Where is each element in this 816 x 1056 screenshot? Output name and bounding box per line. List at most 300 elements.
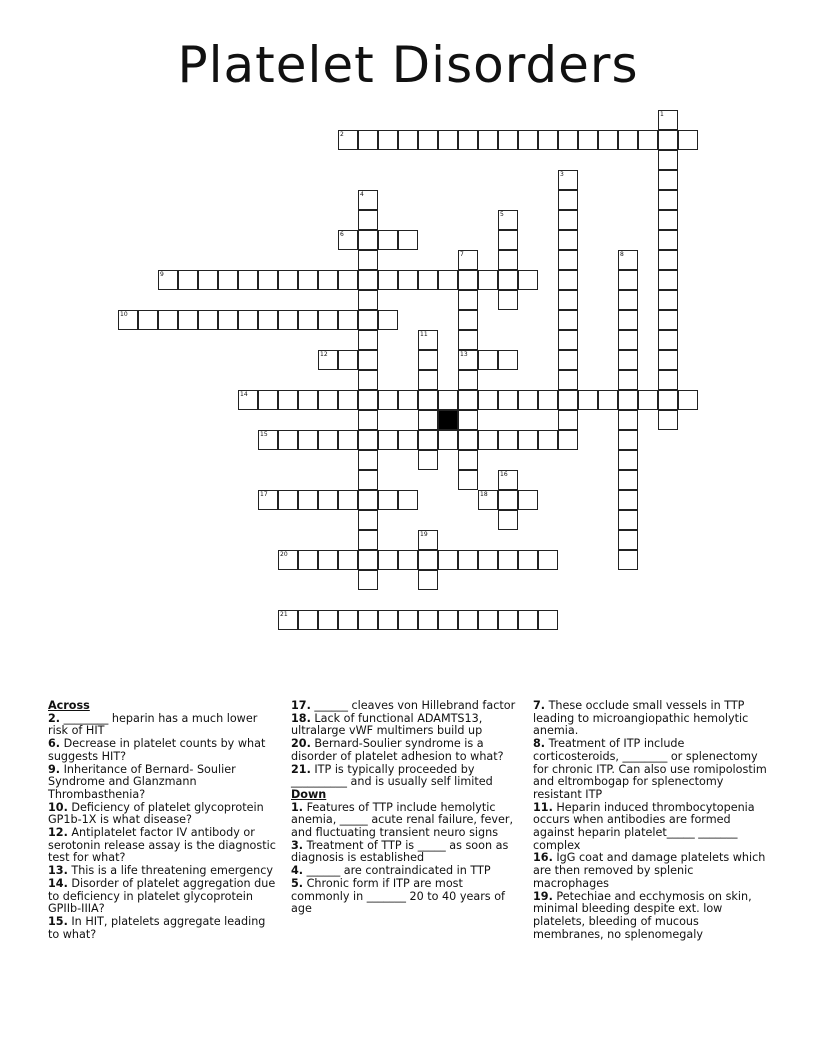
clue-number: 3 xyxy=(560,171,564,178)
grid-cell[interactable] xyxy=(318,310,338,330)
grid-cell[interactable] xyxy=(358,310,378,330)
clue-number: 5 xyxy=(500,211,504,218)
grid-cell[interactable] xyxy=(398,230,418,250)
clue-text: Inheritance of Bernard- Soulier Syndrome and Glanzmann Thrombasthenia? xyxy=(48,762,236,801)
grid-cell[interactable] xyxy=(538,430,558,450)
clue-text: In HIT, platelets aggregate leading to what? xyxy=(48,914,266,941)
grid-cell[interactable] xyxy=(498,610,518,630)
grid-cell[interactable] xyxy=(478,610,498,630)
clue-text: Antiplatelet factor IV antibody or serotonin release assay is the diagnostic test for what? xyxy=(48,826,276,865)
grid-cell[interactable] xyxy=(158,270,178,290)
clue-text: Deficiency of platelet glycoprotein GP1b-1X is what disease? xyxy=(48,800,264,827)
grid-black-cell xyxy=(438,410,458,430)
grid-cell[interactable] xyxy=(658,170,678,190)
clue-number: 8. xyxy=(533,737,546,751)
grid-cell[interactable] xyxy=(278,490,298,510)
grid-cell[interactable] xyxy=(498,390,518,410)
grid-cell[interactable] xyxy=(658,330,678,350)
grid-cell[interactable] xyxy=(278,270,298,290)
grid-cell[interactable] xyxy=(198,270,218,290)
grid-cell[interactable] xyxy=(518,130,538,150)
clue-number: 7. xyxy=(533,699,546,712)
grid-cell[interactable] xyxy=(558,170,578,190)
grid-cell[interactable] xyxy=(338,350,358,370)
grid-cell[interactable] xyxy=(618,550,638,570)
grid-cell[interactable] xyxy=(558,270,578,290)
clue xyxy=(291,738,523,763)
clue-number: 13. xyxy=(48,864,68,878)
grid-cell[interactable] xyxy=(558,430,578,450)
grid-cell[interactable] xyxy=(358,490,378,510)
clue-text: Heparin induced thrombocytopenia occurs when antibodies are formed against heparin platelet_____ _______ complex xyxy=(533,800,755,852)
grid-cell[interactable] xyxy=(618,490,638,510)
grid-cell[interactable] xyxy=(378,270,398,290)
grid-cell[interactable] xyxy=(438,270,458,290)
grid-cell[interactable] xyxy=(458,290,478,310)
grid-cell[interactable] xyxy=(618,530,638,550)
clue-number: 4 xyxy=(360,191,364,198)
grid-cell[interactable] xyxy=(378,490,398,510)
grid-cell[interactable] xyxy=(358,270,378,290)
grid-cell[interactable] xyxy=(358,370,378,390)
grid-cell[interactable] xyxy=(378,390,398,410)
grid-cell[interactable] xyxy=(618,470,638,490)
clue-text: Chronic form if ITP are most commonly in _______ 20 to 40 years of age xyxy=(291,876,505,916)
grid-cell[interactable] xyxy=(618,130,638,150)
grid-cell[interactable] xyxy=(658,190,678,210)
grid-cell[interactable] xyxy=(558,250,578,270)
grid-cell[interactable] xyxy=(558,130,578,150)
grid-cell[interactable] xyxy=(658,390,678,410)
grid-cell[interactable] xyxy=(418,530,438,550)
grid-cell[interactable] xyxy=(458,330,478,350)
grid-cell[interactable] xyxy=(658,290,678,310)
clue-text: Treatment of TTP is _____ as soon as diagnosis is established xyxy=(291,838,509,865)
clue-number: 6. xyxy=(48,737,61,751)
grid-cell[interactable] xyxy=(658,370,678,390)
grid-cell[interactable] xyxy=(338,270,358,290)
grid-cell[interactable] xyxy=(618,350,638,370)
clue-text: IgG coat and damage platelets which are then removed by splenic macrophages xyxy=(533,851,766,890)
grid-cell[interactable] xyxy=(358,470,378,490)
clue xyxy=(533,738,771,802)
clue xyxy=(291,802,523,840)
grid-cell[interactable] xyxy=(358,430,378,450)
clue-number: 18 xyxy=(480,491,488,498)
grid-cell[interactable] xyxy=(418,450,438,470)
grid-cell[interactable] xyxy=(338,430,358,450)
grid-cell[interactable] xyxy=(458,430,478,450)
clue-number: 6 xyxy=(340,231,344,238)
grid-cell[interactable] xyxy=(418,550,438,570)
grid-cell[interactable] xyxy=(678,390,698,410)
grid-cell[interactable] xyxy=(438,610,458,630)
grid-cell[interactable] xyxy=(618,410,638,430)
grid-cell[interactable] xyxy=(498,430,518,450)
grid-cell[interactable] xyxy=(518,430,538,450)
clue-number: 2. xyxy=(48,711,61,725)
grid-cell[interactable] xyxy=(398,270,418,290)
grid-cell[interactable] xyxy=(298,390,318,410)
clue-text: These occlude small vessels in TTP leading to microangiopathic hemolytic anemia. xyxy=(533,699,749,738)
grid-cell[interactable] xyxy=(138,310,158,330)
clue-number: 15. xyxy=(48,914,68,928)
grid-cell[interactable] xyxy=(458,250,478,270)
grid-cell[interactable] xyxy=(358,610,378,630)
grid-cell[interactable] xyxy=(358,410,378,430)
clue-number: 12 xyxy=(320,351,328,358)
grid-cell[interactable] xyxy=(238,310,258,330)
grid-cell[interactable] xyxy=(278,390,298,410)
grid-cell[interactable] xyxy=(358,250,378,270)
clue-number: 1 xyxy=(660,111,664,118)
grid-cell[interactable] xyxy=(518,490,538,510)
grid-cell[interactable] xyxy=(658,210,678,230)
clue-number: 11. xyxy=(533,800,553,814)
grid-cell[interactable] xyxy=(358,190,378,210)
grid-cell[interactable] xyxy=(638,130,658,150)
grid-cell[interactable] xyxy=(438,390,458,410)
grid-cell[interactable] xyxy=(318,430,338,450)
grid-cell[interactable] xyxy=(458,410,478,430)
clue-text: Lack of functional ADAMTS13, ultralarge vWF multimers build up xyxy=(291,711,483,738)
grid-cell[interactable] xyxy=(438,430,458,450)
grid-cell[interactable] xyxy=(518,610,538,630)
grid-cell[interactable] xyxy=(198,310,218,330)
grid-cell[interactable] xyxy=(658,350,678,370)
grid-cell[interactable] xyxy=(218,310,238,330)
clue xyxy=(291,764,523,789)
clue xyxy=(533,852,771,890)
grid-cell[interactable] xyxy=(358,330,378,350)
grid-cell[interactable] xyxy=(358,510,378,530)
grid-cell[interactable] xyxy=(518,390,538,410)
grid-cell[interactable] xyxy=(298,490,318,510)
clue-number: 10 xyxy=(120,311,128,318)
clue xyxy=(48,738,280,763)
clue-number: 17 xyxy=(260,491,268,498)
grid-cell[interactable] xyxy=(518,550,538,570)
clue-text: Decrease in platelet counts by what suggests HIT? xyxy=(48,737,266,763)
clue-number: 19 xyxy=(420,531,428,538)
grid-cell[interactable] xyxy=(478,130,498,150)
grid-cell[interactable] xyxy=(558,370,578,390)
grid-cell[interactable] xyxy=(378,230,398,250)
grid-cell[interactable] xyxy=(318,350,338,370)
grid-cell[interactable] xyxy=(598,390,618,410)
grid-cell[interactable] xyxy=(358,350,378,370)
clue-text: ________ heparin has a much lower risk of HIT xyxy=(48,711,258,738)
grid-cell[interactable] xyxy=(618,430,638,450)
grid-cell[interactable] xyxy=(658,130,678,150)
grid-cell[interactable] xyxy=(158,310,178,330)
grid-cell[interactable] xyxy=(558,330,578,350)
clues-column-1 xyxy=(48,700,280,941)
clue-number: 12. xyxy=(48,826,68,840)
grid-cell[interactable] xyxy=(298,610,318,630)
grid-cell[interactable] xyxy=(418,610,438,630)
grid-cell[interactable] xyxy=(398,490,418,510)
grid-cell[interactable] xyxy=(358,230,378,250)
down-clue-list xyxy=(291,802,523,916)
grid-cell[interactable] xyxy=(358,130,378,150)
grid-cell[interactable] xyxy=(578,390,598,410)
grid-cell[interactable] xyxy=(338,610,358,630)
clue-text: Treatment of ITP include corticosteroids, ________ or splenectomy for chronic ITP. Can also use romipolostim and eltrombogap for splenectomy resistant ITP xyxy=(533,737,767,801)
clue-text: Features of TTP include hemolytic anemia, _____ acute renal failure, fever, and fluctuating transient neuro signs xyxy=(291,800,514,840)
clue-number: 19. xyxy=(533,889,553,903)
clue xyxy=(48,764,280,802)
grid-cell[interactable] xyxy=(618,250,638,270)
puzzle-title: Platelet Disorders xyxy=(177,36,639,94)
grid-cell[interactable] xyxy=(498,510,518,530)
grid-cell[interactable] xyxy=(558,290,578,310)
grid-cell[interactable] xyxy=(618,450,638,470)
clue-number: 10. xyxy=(48,800,68,814)
grid-cell[interactable] xyxy=(478,550,498,570)
grid-cell[interactable] xyxy=(498,210,518,230)
clue-number: 16 xyxy=(500,471,508,478)
grid-cell[interactable] xyxy=(418,390,438,410)
grid-cell[interactable] xyxy=(618,270,638,290)
clue-text: ITP is typically proceeded by __________ and is usually self limited xyxy=(291,762,493,789)
grid-cell[interactable] xyxy=(278,550,298,570)
grid-cell[interactable] xyxy=(458,350,478,370)
grid-cell[interactable] xyxy=(238,390,258,410)
grid-cell[interactable] xyxy=(398,550,418,570)
across-clue-list xyxy=(48,713,280,942)
clue-number: 16. xyxy=(533,851,553,865)
clue-number: 7 xyxy=(460,251,464,258)
clue-text: ______ cleaves von Hillebrand factor xyxy=(310,699,516,712)
grid-cell[interactable] xyxy=(378,310,398,330)
grid-cell[interactable] xyxy=(318,490,338,510)
grid-cell[interactable] xyxy=(258,390,278,410)
clue xyxy=(48,802,280,827)
clue xyxy=(48,916,280,941)
grid-cell[interactable] xyxy=(358,450,378,470)
clue-number: 18. xyxy=(291,711,311,725)
grid-cell[interactable] xyxy=(398,390,418,410)
grid-cell[interactable] xyxy=(538,610,558,630)
grid-cell[interactable] xyxy=(418,350,438,370)
grid-cell[interactable] xyxy=(338,130,358,150)
grid-cell[interactable] xyxy=(658,230,678,250)
clue-number: 20 xyxy=(280,551,288,558)
grid-cell[interactable] xyxy=(418,410,438,430)
grid-cell[interactable] xyxy=(558,390,578,410)
grid-cell[interactable] xyxy=(258,270,278,290)
grid-cell[interactable] xyxy=(498,470,518,490)
grid-cell[interactable] xyxy=(538,390,558,410)
grid-cell[interactable] xyxy=(558,310,578,330)
grid-cell[interactable] xyxy=(618,330,638,350)
grid-cell[interactable] xyxy=(358,550,378,570)
clue-number: 3. xyxy=(291,838,304,852)
clue-number: 14 xyxy=(240,391,248,398)
grid-cell[interactable] xyxy=(458,610,478,630)
grid-cell[interactable] xyxy=(438,130,458,150)
grid-cell[interactable] xyxy=(558,230,578,250)
across-heading: Across xyxy=(48,699,90,712)
grid-cell[interactable] xyxy=(178,310,198,330)
across-clue-list-continued xyxy=(291,700,523,789)
grid-cell[interactable] xyxy=(338,230,358,250)
clue-number: 1. xyxy=(291,800,304,814)
grid-cell[interactable] xyxy=(278,310,298,330)
grid-cell[interactable] xyxy=(378,430,398,450)
grid-cell[interactable] xyxy=(498,550,518,570)
down-heading: Down xyxy=(291,787,327,801)
grid-cell[interactable] xyxy=(418,430,438,450)
grid-cell[interactable] xyxy=(498,290,518,310)
grid-cell[interactable] xyxy=(258,430,278,450)
clue xyxy=(533,891,771,942)
grid-cell[interactable] xyxy=(318,610,338,630)
clue xyxy=(48,827,280,865)
grid-cell[interactable] xyxy=(538,130,558,150)
grid-cell[interactable] xyxy=(658,270,678,290)
clue-number: 5. xyxy=(291,876,304,890)
clue-number: 17. xyxy=(291,699,311,712)
grid-cell[interactable] xyxy=(398,610,418,630)
clue xyxy=(48,878,280,916)
grid-cell[interactable] xyxy=(478,490,498,510)
clue xyxy=(291,878,523,916)
grid-cell[interactable] xyxy=(458,470,478,490)
grid-cell[interactable] xyxy=(498,490,518,510)
grid-cell[interactable] xyxy=(458,130,478,150)
grid-cell[interactable] xyxy=(478,350,498,370)
clue xyxy=(533,802,771,853)
grid-cell[interactable] xyxy=(338,390,358,410)
grid-cell[interactable] xyxy=(638,390,658,410)
grid-cell[interactable] xyxy=(498,250,518,270)
down-clue-list-continued xyxy=(533,700,771,941)
grid-cell[interactable] xyxy=(658,250,678,270)
grid-cell[interactable] xyxy=(458,390,478,410)
grid-cell[interactable] xyxy=(418,270,438,290)
clue-text: Bernard-Soulier syndrome is a disorder of platelet adhesion to what? xyxy=(291,737,504,763)
grid-cell[interactable] xyxy=(498,270,518,290)
grid-cell[interactable] xyxy=(458,370,478,390)
grid-cell[interactable] xyxy=(558,350,578,370)
grid-cell[interactable] xyxy=(338,310,358,330)
grid-cell[interactable] xyxy=(258,310,278,330)
grid-cell[interactable] xyxy=(458,270,478,290)
grid-cell[interactable] xyxy=(618,370,638,390)
grid-cell[interactable] xyxy=(418,330,438,350)
clue-text: Petechiae and ecchymosis on skin, minimal bleeding despite ext. low platelets, bleeding of mucous membranes, no splenomegaly xyxy=(533,889,752,941)
grid-cell[interactable] xyxy=(458,550,478,570)
grid-cell[interactable] xyxy=(278,610,298,630)
grid-cell[interactable] xyxy=(618,390,638,410)
grid-cell[interactable] xyxy=(118,310,138,330)
grid-cell[interactable] xyxy=(418,130,438,150)
clue xyxy=(291,840,523,865)
clue-text: Disorder of platelet aggregation due to deficiency in platelet glycoprotein GPIIb-IIIA? xyxy=(48,876,276,916)
grid-cell[interactable] xyxy=(618,310,638,330)
grid-cell[interactable] xyxy=(378,550,398,570)
clue-number: 11 xyxy=(420,331,428,338)
grid-cell[interactable] xyxy=(378,610,398,630)
grid-cell[interactable] xyxy=(358,570,378,590)
grid-cell[interactable] xyxy=(618,510,638,530)
grid-cell[interactable] xyxy=(258,490,278,510)
grid-cell[interactable] xyxy=(598,130,618,150)
grid-cell[interactable] xyxy=(298,310,318,330)
grid-cell[interactable] xyxy=(658,110,678,130)
grid-cell[interactable] xyxy=(478,270,498,290)
grid-cell[interactable] xyxy=(478,390,498,410)
clues-column-2 xyxy=(291,700,523,916)
grid-cell[interactable] xyxy=(658,310,678,330)
grid-cell[interactable] xyxy=(318,270,338,290)
grid-cell[interactable] xyxy=(318,550,338,570)
clue xyxy=(533,700,771,738)
grid-cell[interactable] xyxy=(438,550,458,570)
grid-cell[interactable] xyxy=(498,130,518,150)
clue-text: This is a life threatening emergency xyxy=(67,864,273,878)
grid-cell[interactable] xyxy=(618,290,638,310)
grid-cell[interactable] xyxy=(338,490,358,510)
grid-cell[interactable] xyxy=(178,270,198,290)
grid-cell[interactable] xyxy=(298,270,318,290)
grid-cell[interactable] xyxy=(478,430,498,450)
grid-cell[interactable] xyxy=(298,430,318,450)
grid-cell[interactable] xyxy=(238,270,258,290)
clue-text: ______ are contraindicated in TTP xyxy=(303,864,491,878)
grid-cell[interactable] xyxy=(378,130,398,150)
grid-cell[interactable] xyxy=(678,130,698,150)
grid-cell[interactable] xyxy=(538,550,558,570)
grid-cell[interactable] xyxy=(558,190,578,210)
grid-cell[interactable] xyxy=(318,390,338,410)
grid-cell[interactable] xyxy=(498,230,518,250)
grid-cell[interactable] xyxy=(458,450,478,470)
grid-cell[interactable] xyxy=(358,390,378,410)
grid-cell[interactable] xyxy=(298,550,318,570)
grid-cell[interactable] xyxy=(518,270,538,290)
clue-number: 8 xyxy=(620,251,624,258)
clue-number: 15 xyxy=(260,431,268,438)
grid-cell[interactable] xyxy=(458,310,478,330)
clue xyxy=(291,713,523,738)
clue-number: 2 xyxy=(340,131,344,138)
grid-cell[interactable] xyxy=(558,410,578,430)
clue-number: 4. xyxy=(291,864,304,878)
grid-cell[interactable] xyxy=(278,430,298,450)
grid-cell[interactable] xyxy=(398,430,418,450)
grid-cell[interactable] xyxy=(218,270,238,290)
grid-cell[interactable] xyxy=(498,350,518,370)
grid-cell[interactable] xyxy=(398,130,418,150)
grid-cell[interactable] xyxy=(358,530,378,550)
grid-cell[interactable] xyxy=(558,210,578,230)
grid-cell[interactable] xyxy=(358,290,378,310)
clue-number: 14. xyxy=(48,876,68,890)
clue xyxy=(48,713,280,738)
grid-cell[interactable] xyxy=(418,570,438,590)
grid-cell[interactable] xyxy=(658,410,678,430)
grid-cell[interactable] xyxy=(418,370,438,390)
clue-number: 21. xyxy=(291,762,311,776)
clue-number: 9. xyxy=(48,762,61,776)
grid-cell[interactable] xyxy=(358,210,378,230)
grid-cell[interactable] xyxy=(338,550,358,570)
grid-cell[interactable] xyxy=(658,150,678,170)
grid-cell[interactable] xyxy=(578,130,598,150)
